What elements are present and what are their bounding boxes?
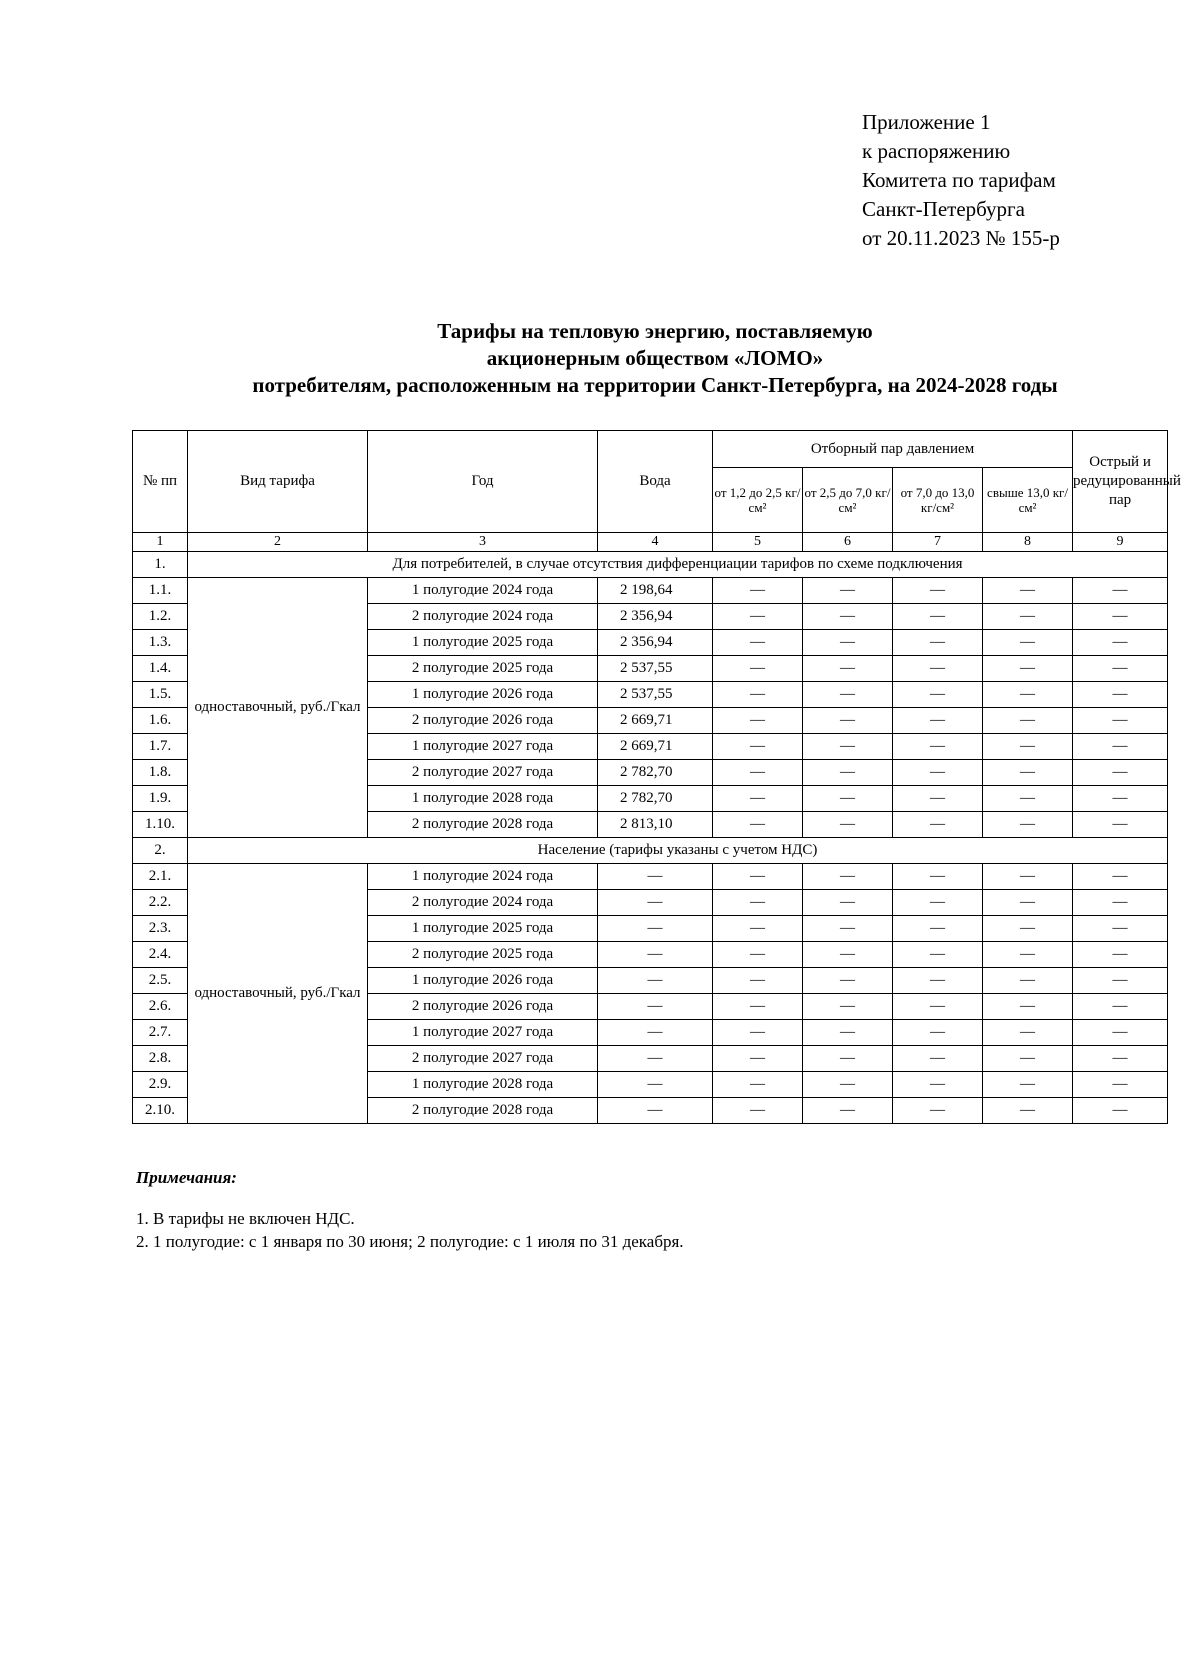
water-value: 2 356,94 bbox=[598, 604, 713, 630]
steam-value-empty: — bbox=[713, 656, 803, 682]
row-number: 1.7. bbox=[133, 734, 188, 760]
period-cell: 1 полугодие 2025 года bbox=[368, 916, 598, 942]
water-value: — bbox=[598, 890, 713, 916]
period-cell: 2 полугодие 2028 года bbox=[368, 812, 598, 838]
steam-value-empty: — bbox=[713, 1046, 803, 1072]
steam-value-empty: — bbox=[893, 916, 983, 942]
steam-value-empty: — bbox=[1073, 630, 1168, 656]
steam-value-empty: — bbox=[713, 682, 803, 708]
section-number: 1. bbox=[133, 552, 188, 578]
steam-value-empty: — bbox=[713, 630, 803, 656]
row-number: 1.10. bbox=[133, 812, 188, 838]
steam-value-empty: — bbox=[983, 578, 1073, 604]
header-steam-1: от 1,2 до 2,5 кг/см² bbox=[713, 468, 803, 533]
row-number: 2.4. bbox=[133, 942, 188, 968]
steam-value-empty: — bbox=[1073, 760, 1168, 786]
row-number: 2.8. bbox=[133, 1046, 188, 1072]
steam-value-empty: — bbox=[803, 916, 893, 942]
column-number: 5 bbox=[713, 533, 803, 552]
row-number: 1.3. bbox=[133, 630, 188, 656]
header-steam-3: от 7,0 до 13,0 кг/см² bbox=[893, 468, 983, 533]
period-cell: 2 полугодие 2026 года bbox=[368, 994, 598, 1020]
period-cell: 1 полугодие 2024 года bbox=[368, 864, 598, 890]
steam-value-empty: — bbox=[1073, 812, 1168, 838]
steam-value-empty: — bbox=[803, 942, 893, 968]
steam-value-empty: — bbox=[803, 812, 893, 838]
water-value: — bbox=[598, 942, 713, 968]
steam-value-empty: — bbox=[713, 734, 803, 760]
steam-value-empty: — bbox=[803, 1020, 893, 1046]
steam-value-empty: — bbox=[713, 1072, 803, 1098]
water-value: 2 813,10 bbox=[598, 812, 713, 838]
period-cell: 2 полугодие 2024 года bbox=[368, 890, 598, 916]
steam-value-empty: — bbox=[713, 968, 803, 994]
section-number: 2. bbox=[133, 838, 188, 864]
steam-value-empty: — bbox=[1073, 604, 1168, 630]
column-number: 3 bbox=[368, 533, 598, 552]
steam-value-empty: — bbox=[983, 708, 1073, 734]
steam-value-empty: — bbox=[893, 1046, 983, 1072]
steam-value-empty: — bbox=[803, 968, 893, 994]
row-number: 1.8. bbox=[133, 760, 188, 786]
steam-value-empty: — bbox=[803, 734, 893, 760]
header-water: Вода bbox=[598, 431, 713, 533]
period-cell: 1 полугодие 2027 года bbox=[368, 734, 598, 760]
steam-value-empty: — bbox=[1073, 968, 1168, 994]
steam-value-empty: — bbox=[1073, 656, 1168, 682]
row-number: 2.1. bbox=[133, 864, 188, 890]
steam-value-empty: — bbox=[1073, 916, 1168, 942]
water-value: — bbox=[598, 864, 713, 890]
steam-value-empty: — bbox=[893, 682, 983, 708]
header-steam-group: Отборный пар давлением bbox=[713, 431, 1073, 468]
row-number: 2.7. bbox=[133, 1020, 188, 1046]
water-value: 2 537,55 bbox=[598, 656, 713, 682]
period-cell: 1 полугодие 2026 года bbox=[368, 968, 598, 994]
steam-value-empty: — bbox=[1073, 1098, 1168, 1124]
water-value: 2 537,55 bbox=[598, 682, 713, 708]
steam-value-empty: — bbox=[713, 786, 803, 812]
appendix-block bbox=[862, 108, 1060, 253]
row-number: 1.2. bbox=[133, 604, 188, 630]
header-year: Год bbox=[368, 431, 598, 533]
steam-value-empty: — bbox=[893, 578, 983, 604]
steam-value-empty: — bbox=[713, 890, 803, 916]
steam-value-empty: — bbox=[983, 916, 1073, 942]
water-value: 2 782,70 bbox=[598, 760, 713, 786]
steam-value-empty: — bbox=[893, 864, 983, 890]
title-line: потребителям, расположенным на территории Санкт-Петербурга, на 2024-2028 годы bbox=[252, 373, 1058, 397]
steam-value-empty: — bbox=[803, 994, 893, 1020]
steam-value-empty: — bbox=[803, 682, 893, 708]
steam-value-empty: — bbox=[803, 656, 893, 682]
period-cell: 2 полугодие 2027 года bbox=[368, 1046, 598, 1072]
water-value: 2 356,94 bbox=[598, 630, 713, 656]
steam-value-empty: — bbox=[1073, 578, 1168, 604]
steam-value-empty: — bbox=[803, 630, 893, 656]
row-number: 2.2. bbox=[133, 890, 188, 916]
tariff-table bbox=[132, 430, 1181, 1124]
column-number: 1 bbox=[133, 533, 188, 552]
steam-value-empty: — bbox=[893, 812, 983, 838]
steam-value-empty: — bbox=[983, 656, 1073, 682]
row-number: 1.4. bbox=[133, 656, 188, 682]
water-value: — bbox=[598, 1046, 713, 1072]
steam-value-empty: — bbox=[983, 734, 1073, 760]
period-cell: 1 полугодие 2024 года bbox=[368, 578, 598, 604]
water-value: 2 669,71 bbox=[598, 708, 713, 734]
steam-value-empty: — bbox=[803, 890, 893, 916]
water-value: 2 198,64 bbox=[598, 578, 713, 604]
steam-value-empty: — bbox=[893, 786, 983, 812]
row-number: 1.6. bbox=[133, 708, 188, 734]
steam-value-empty: — bbox=[1073, 786, 1168, 812]
steam-value-empty: — bbox=[713, 708, 803, 734]
column-number: 7 bbox=[893, 533, 983, 552]
steam-value-empty: — bbox=[803, 1072, 893, 1098]
steam-value-empty: — bbox=[983, 968, 1073, 994]
column-number: 6 bbox=[803, 533, 893, 552]
row-number: 2.3. bbox=[133, 916, 188, 942]
title-line: акционерным обществом «ЛОМО» bbox=[486, 346, 824, 370]
appendix-line: от 20.11.2023 № 155-р bbox=[862, 226, 1060, 250]
period-cell: 1 полугодие 2027 года bbox=[368, 1020, 598, 1046]
column-number: 2 bbox=[188, 533, 368, 552]
period-cell: 2 полугодие 2027 года bbox=[368, 760, 598, 786]
water-value: — bbox=[598, 994, 713, 1020]
steam-value-empty: — bbox=[893, 890, 983, 916]
steam-value-empty: — bbox=[983, 630, 1073, 656]
period-cell: 2 полугодие 2025 года bbox=[368, 942, 598, 968]
column-number: 9 bbox=[1073, 533, 1168, 552]
steam-value-empty: — bbox=[983, 682, 1073, 708]
steam-value-empty: — bbox=[713, 812, 803, 838]
steam-value-empty: — bbox=[893, 994, 983, 1020]
steam-value-empty: — bbox=[1073, 1072, 1168, 1098]
row-number: 1.9. bbox=[133, 786, 188, 812]
steam-value-empty: — bbox=[983, 1098, 1073, 1124]
tariff-type-cell: одноставочный, руб./Гкал bbox=[188, 578, 368, 838]
period-cell: 2 полугодие 2026 года bbox=[368, 708, 598, 734]
header-steam-4: свыше 13,0 кг/см² bbox=[983, 468, 1073, 533]
steam-value-empty: — bbox=[983, 786, 1073, 812]
water-value: 2 669,71 bbox=[598, 734, 713, 760]
steam-value-empty: — bbox=[1073, 890, 1168, 916]
steam-value-empty: — bbox=[893, 734, 983, 760]
water-value: — bbox=[598, 1072, 713, 1098]
header-sharp-steam: Острый и редуцированный пар bbox=[1073, 431, 1168, 533]
steam-value-empty: — bbox=[893, 630, 983, 656]
row-number: 2.9. bbox=[133, 1072, 188, 1098]
note-item: 1. В тарифы не включен НДС. bbox=[136, 1209, 355, 1228]
column-number: 8 bbox=[983, 533, 1073, 552]
steam-value-empty: — bbox=[983, 994, 1073, 1020]
table-row bbox=[133, 578, 1168, 604]
water-value: — bbox=[598, 1098, 713, 1124]
appendix-line: Санкт-Петербурга bbox=[862, 197, 1025, 221]
steam-value-empty: — bbox=[1073, 994, 1168, 1020]
period-cell: 1 полугодие 2028 года bbox=[368, 1072, 598, 1098]
appendix-line: Приложение 1 bbox=[862, 110, 991, 134]
steam-value-empty: — bbox=[893, 968, 983, 994]
steam-value-empty: — bbox=[713, 942, 803, 968]
header-steam-2: от 2,5 до 7,0 кг/см² bbox=[803, 468, 893, 533]
steam-value-empty: — bbox=[713, 916, 803, 942]
steam-value-empty: — bbox=[1073, 1020, 1168, 1046]
row-number: 1.1. bbox=[133, 578, 188, 604]
row-number: 2.6. bbox=[133, 994, 188, 1020]
steam-value-empty: — bbox=[803, 578, 893, 604]
steam-value-empty: — bbox=[803, 604, 893, 630]
note-item: 2. 1 полугодие: с 1 января по 30 июня; 2 полугодие: с 1 июля по 31 декабря. bbox=[136, 1232, 684, 1251]
steam-value-empty: — bbox=[893, 1098, 983, 1124]
column-number: 4 bbox=[598, 533, 713, 552]
header-num: № пп bbox=[133, 431, 188, 533]
steam-value-empty: — bbox=[803, 708, 893, 734]
water-value: — bbox=[598, 1020, 713, 1046]
appendix-line: к распоряжению bbox=[862, 139, 1011, 163]
period-cell: 2 полугодие 2025 года bbox=[368, 656, 598, 682]
header-tariff-type: Вид тарифа bbox=[188, 431, 368, 533]
notes-block bbox=[136, 1166, 684, 1253]
table-row bbox=[133, 864, 1168, 890]
section-title: Для потребителей, в случае отсутствия дифференциации тарифов по схеме подключения bbox=[188, 552, 1168, 578]
steam-value-empty: — bbox=[893, 656, 983, 682]
period-cell: 1 полугодие 2028 года bbox=[368, 786, 598, 812]
steam-value-empty: — bbox=[983, 812, 1073, 838]
steam-value-empty: — bbox=[893, 604, 983, 630]
period-cell: 2 полугодие 2024 года bbox=[368, 604, 598, 630]
water-value: 2 782,70 bbox=[598, 786, 713, 812]
steam-value-empty: — bbox=[983, 890, 1073, 916]
steam-value-empty: — bbox=[803, 760, 893, 786]
steam-value-empty: — bbox=[713, 1020, 803, 1046]
steam-value-empty: — bbox=[893, 760, 983, 786]
row-number: 2.5. bbox=[133, 968, 188, 994]
water-value: — bbox=[598, 968, 713, 994]
steam-value-empty: — bbox=[713, 760, 803, 786]
steam-value-empty: — bbox=[983, 604, 1073, 630]
steam-value-empty: — bbox=[803, 864, 893, 890]
period-cell: 1 полугодие 2026 года bbox=[368, 682, 598, 708]
steam-value-empty: — bbox=[803, 786, 893, 812]
steam-value-empty: — bbox=[983, 760, 1073, 786]
steam-value-empty: — bbox=[983, 1072, 1073, 1098]
steam-value-empty: — bbox=[1073, 682, 1168, 708]
steam-value-empty: — bbox=[893, 1072, 983, 1098]
steam-value-empty: — bbox=[893, 1020, 983, 1046]
steam-value-empty: — bbox=[983, 1046, 1073, 1072]
section-row bbox=[133, 838, 1168, 864]
steam-value-empty: — bbox=[983, 1020, 1073, 1046]
steam-value-empty: — bbox=[1073, 942, 1168, 968]
notes-title: Примечания: bbox=[136, 1168, 237, 1187]
section-row bbox=[133, 552, 1168, 578]
appendix-line: Комитета по тарифам bbox=[862, 168, 1056, 192]
steam-value-empty: — bbox=[713, 1098, 803, 1124]
water-value: — bbox=[598, 916, 713, 942]
section-title: Население (тарифы указаны с учетом НДС) bbox=[188, 838, 1168, 864]
steam-value-empty: — bbox=[713, 604, 803, 630]
period-cell: 1 полугодие 2025 года bbox=[368, 630, 598, 656]
steam-value-empty: — bbox=[1073, 864, 1168, 890]
document-title bbox=[140, 318, 1170, 399]
steam-value-empty: — bbox=[803, 1098, 893, 1124]
steam-value-empty: — bbox=[713, 994, 803, 1020]
title-line: Тарифы на тепловую энергию, поставляемую bbox=[437, 319, 873, 343]
steam-value-empty: — bbox=[893, 942, 983, 968]
period-cell: 2 полугодие 2028 года bbox=[368, 1098, 598, 1124]
steam-value-empty: — bbox=[983, 942, 1073, 968]
row-number: 2.10. bbox=[133, 1098, 188, 1124]
row-number: 1.5. bbox=[133, 682, 188, 708]
tariff-type-cell: одноставочный, руб./Гкал bbox=[188, 864, 368, 1124]
steam-value-empty: — bbox=[713, 864, 803, 890]
steam-value-empty: — bbox=[713, 578, 803, 604]
steam-value-empty: — bbox=[893, 708, 983, 734]
steam-value-empty: — bbox=[803, 1046, 893, 1072]
steam-value-empty: — bbox=[983, 864, 1073, 890]
steam-value-empty: — bbox=[1073, 1046, 1168, 1072]
steam-value-empty: — bbox=[1073, 734, 1168, 760]
steam-value-empty: — bbox=[1073, 708, 1168, 734]
